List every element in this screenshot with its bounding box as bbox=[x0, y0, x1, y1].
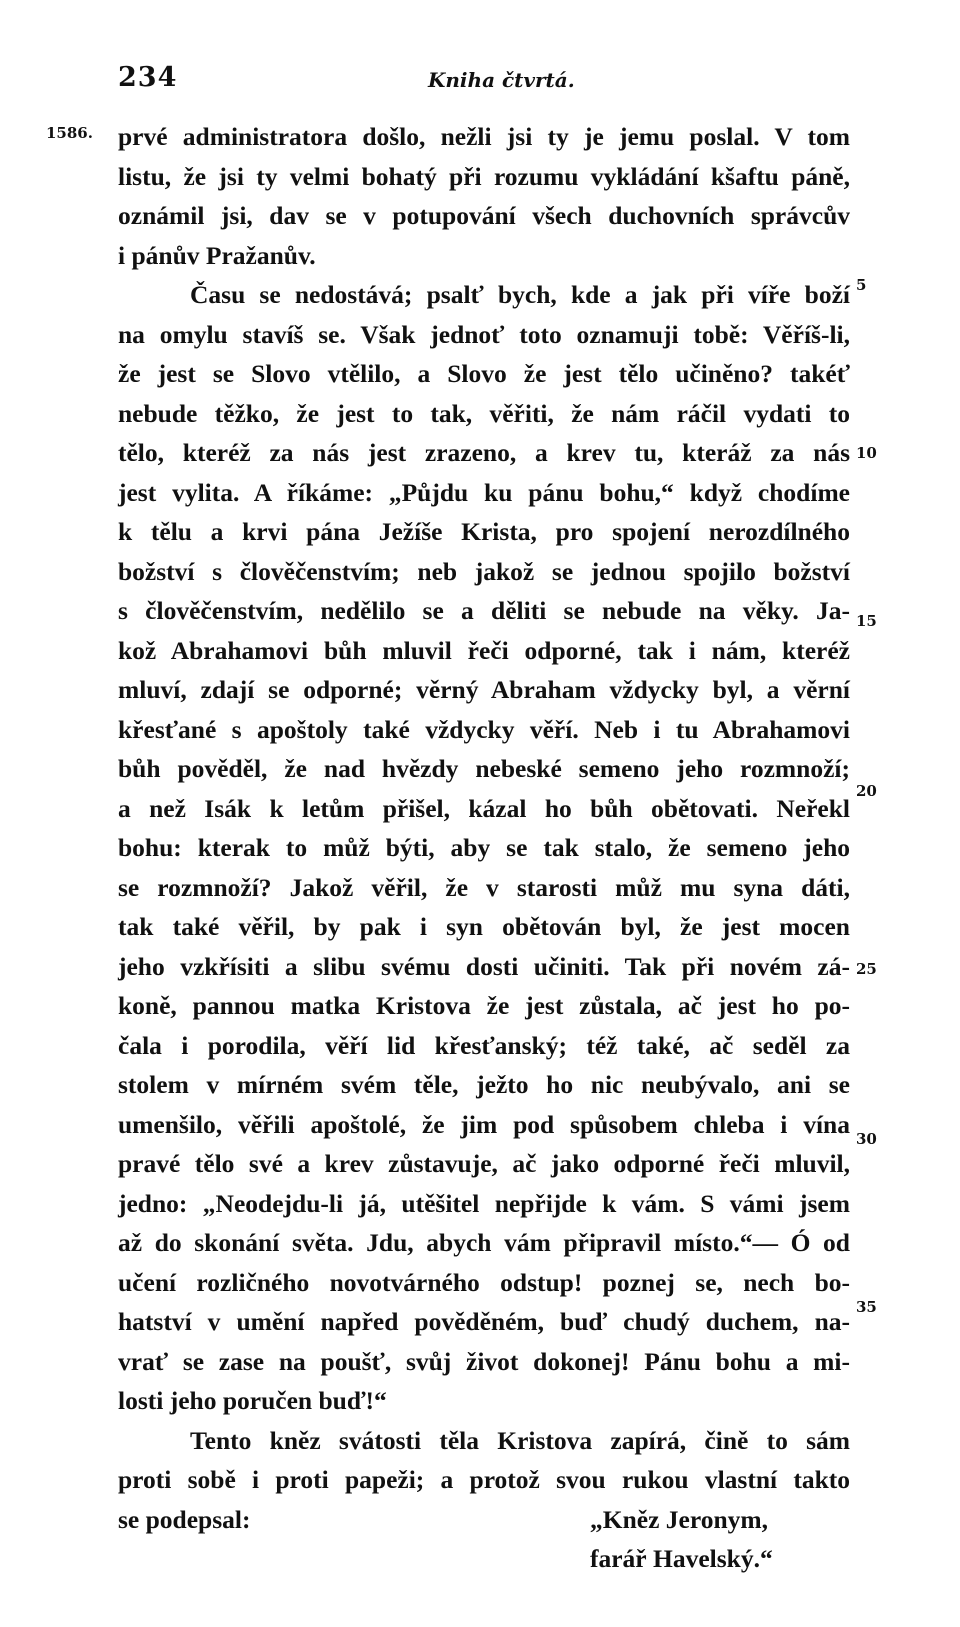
text-line: kož Abrahamovi bůh mluvil řeči odporné, tak i nám, kteréž bbox=[118, 635, 850, 665]
text-line: bůh pověděl, že nad hvězdy nebeské semeno jeho rozmnoží; bbox=[118, 754, 850, 783]
text-line: se rozmnoží? Jakož věřil, že v starosti můž mu syna dáti, bbox=[118, 872, 850, 902]
text-line: s člověčenstvím, nedělilo se a děliti se nebude na věky. Ja- bbox=[118, 596, 850, 625]
page-header bbox=[118, 62, 848, 102]
text-line: mluví, zdají se odporné; věrný Abraham vždycky byl, a věrní bbox=[118, 675, 850, 704]
line-number: 30 bbox=[856, 1130, 877, 1148]
text-line: i pánův Pražanův. bbox=[118, 240, 316, 270]
text-line: jedno: „Neodejdu-li já, utěšitel nepřijde k vám. S vámi jsem bbox=[118, 1188, 850, 1218]
text-line: prvé administratora došlo, nežli jsi ty je jemu poslal. V tom bbox=[118, 122, 850, 151]
text-line: Času se nedostává; psalť bych, kde a jak při víře boží bbox=[190, 280, 850, 309]
text-line: na omylu stavíš se. Však jednoť toto oznamuji tobě: Věříš-li, bbox=[118, 319, 850, 349]
body-text bbox=[118, 117, 850, 1579]
text-line: že jest se Slovo vtělilo, a Slovo že jest tělo učiněno? takéť bbox=[118, 359, 850, 388]
text-line: tak také věřil, by pak i syn obětován byl, že jest mocen bbox=[118, 912, 850, 941]
text-line: tělo, kteréž za nás jest zrazeno, a krev tu, kteráž za nás bbox=[118, 438, 850, 467]
line-number: 10 bbox=[856, 444, 877, 462]
text-line: koně, pannou matka Kristova že jest zůstala, ač jest ho po- bbox=[118, 991, 850, 1020]
text-line: k tělu a krvi pána Ježíše Krista, pro spojení nerozdílného bbox=[118, 517, 850, 546]
running-head: Kniha čtvrtá. bbox=[428, 68, 575, 92]
text-line: jest vylita. A říkáme: „Půjdu ku pánu bohu,“ když chodíme bbox=[118, 477, 850, 507]
text-line: bohu: kterak to můž býti, aby se tak stalo, že semeno jeho bbox=[118, 833, 850, 862]
line-number: 25 bbox=[856, 960, 877, 978]
text-line: pravé tělo své a krev zůstavuje, ač jako odporné řeči mluvil, bbox=[118, 1149, 850, 1178]
text-line: nebude těžko, že jest to tak, věřiti, že nám ráčil vydati to bbox=[118, 398, 850, 428]
text-line: vrať se zase na poušť, svůj život dokonej! Pánu bohu a mi- bbox=[118, 1346, 850, 1376]
text-line: křesťané s apoštoly také vždycky věří. Neb i tu Abrahamovi bbox=[118, 714, 850, 744]
text-line: až do skonání světa. Jdu, abych vám připravil místo.“— Ó od bbox=[118, 1228, 850, 1257]
line-number: 20 bbox=[856, 782, 877, 800]
text-line: a než Isák k letům přišel, kázal ho bůh obětovati. Neřekl bbox=[118, 793, 850, 823]
signature-lead: se podepsal: bbox=[118, 1504, 251, 1534]
margin-year: 1586. bbox=[46, 124, 93, 142]
text-line: oznámil jsi, dav se v potupování všech duchovních správcův bbox=[118, 201, 850, 230]
text-line: božství s člověčenstvím; neb jakož se jednou spojilo božství bbox=[118, 556, 850, 586]
text-line: listu, že jsi ty velmi bohatý při rozumu vykládání kšaftu páně, bbox=[118, 161, 850, 191]
text-line: jeho vzkřísiti a slibu svému dosti učiniti. Tak při novém zá- bbox=[118, 951, 850, 981]
text-line: proti sobě i proti papeži; a protož svou rukou vlastní takto bbox=[118, 1465, 850, 1494]
text-line: umenšilo, věřili apoštolé, že jim pod spůsobem chleba i vína bbox=[118, 1109, 850, 1139]
text-line: stolem v mírném svém těle, ježto ho nic neubývalo, ani se bbox=[118, 1070, 850, 1099]
signature-name: „Kněz Jeronym, bbox=[590, 1504, 769, 1534]
page-number: 234 bbox=[118, 62, 178, 93]
text-line: Tento kněz svátosti těla Kristova zapírá, čině to sám bbox=[190, 1425, 850, 1455]
text-line: učení rozličného novotvárného odstup! poznej se, nech bo- bbox=[118, 1267, 850, 1297]
signature-title: farář Havelský.“ bbox=[590, 1544, 773, 1573]
line-number: 5 bbox=[856, 276, 867, 294]
text-line: čala i porodila, věří lid křesťanský; též také, ač seděl za bbox=[118, 1030, 850, 1060]
line-number: 15 bbox=[856, 612, 877, 630]
signature-line bbox=[118, 1500, 850, 1540]
line-number: 35 bbox=[856, 1298, 877, 1316]
text-line: hatství v umění napřed pověděném, buď chudý duchem, na- bbox=[118, 1307, 850, 1336]
text-line: losti jeho poručen buď!“ bbox=[118, 1386, 387, 1415]
